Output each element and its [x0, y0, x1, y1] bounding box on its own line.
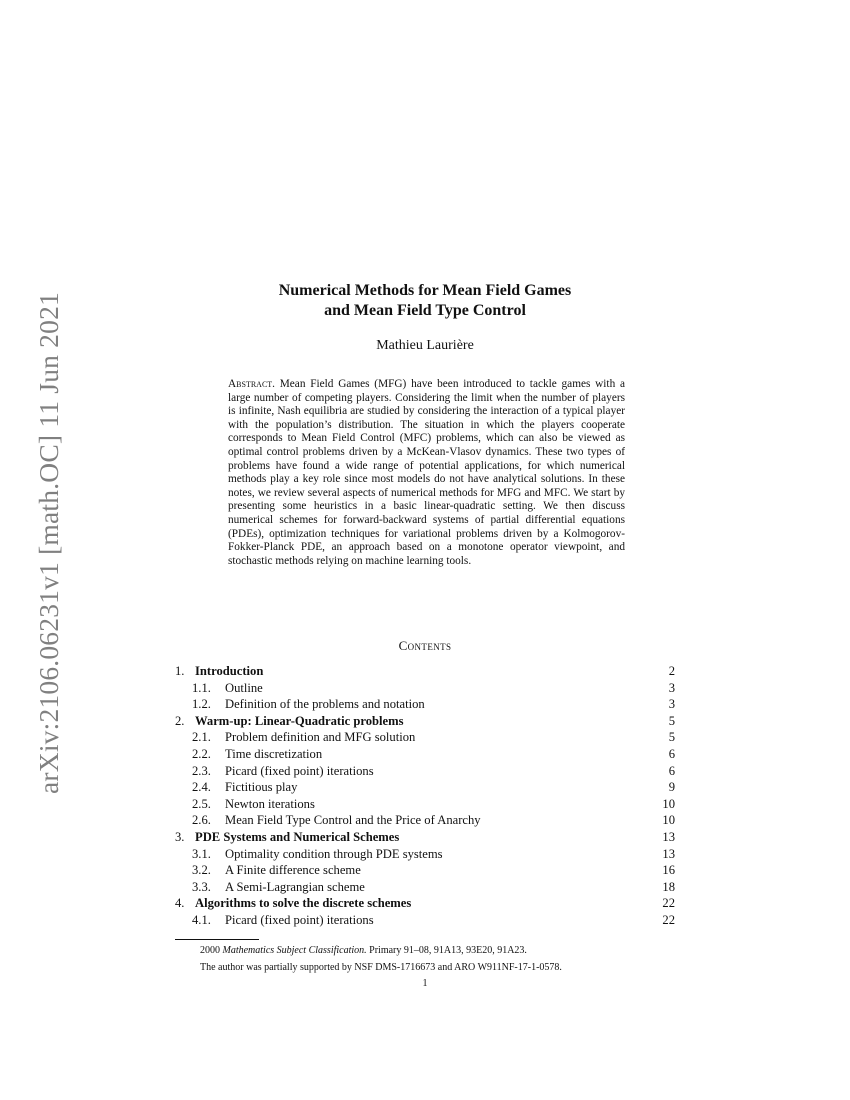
toc-entry-number: 3.1.: [192, 846, 211, 861]
abstract-text: Mean Field Games (MFG) have been introduced to tackle games with a large number of competing players. Considering the limit when the number of players is infinite, Nash equilibria are studied by considering the interaction of a typical player with the population’s distribution. The situation in which the players cooperate corresponds to Mean Field Control (MFC) problems, which can also be viewed as optimal control problems driven by a McKean-Vlasov dynamics. These two types of problems have found a wide range of potential applications, for which numerical methods play a key role since most models do not have analytical solutions. In these notes, we review several aspects of numerical methods for MFG and MFC. We start by presenting some heuristics in a basic linear-quadratic setting. We then discuss numerical schemes for forward-backward systems of partial differential equations (PDEs), optimization techniques for variational problems driven by a Kolmogorov-Fokker-Planck PDE, an approach based on a monotone operator viewpoint, and stochastic methods relying on machine learning tools.: [228, 378, 625, 567]
toc-entry[interactable]: [175, 696, 675, 713]
toc-entry-label: Mean Field Type Control and the Price of Anarchy: [225, 813, 481, 828]
toc-entry[interactable]: [175, 680, 675, 697]
title-line-1: Numerical Methods for Mean Field Games: [278, 282, 572, 299]
toc-entry-number: 2.2.: [192, 746, 211, 761]
toc-entry-label: Algorithms to solve the discrete schemes: [195, 896, 412, 911]
toc-entry-label: Optimality condition through PDE systems: [225, 846, 443, 861]
toc-entry-number: 4.1.: [192, 912, 211, 927]
toc-entry-text: [175, 895, 411, 912]
toc-entry-number: 1.1.: [192, 680, 211, 695]
arxiv-identifier: arXiv:2106.06231v1 [math.OC] 11 Jun 2021: [33, 292, 64, 794]
toc-entry-label: PDE Systems and Numerical Schemes: [195, 829, 400, 844]
title-line-2: and Mean Field Type Control: [324, 302, 526, 319]
toc-entry-label: Picard (fixed point) iterations: [225, 763, 374, 778]
toc-entry-text: [175, 796, 315, 813]
paper-title: [0, 281, 850, 321]
toc-entry-number: 2.: [175, 713, 185, 728]
toc-entry-page: 3: [668, 680, 675, 695]
toc-entry-number: 2.5.: [192, 796, 211, 811]
abstract-label: Abstract.: [228, 378, 275, 390]
page-number: 1: [422, 978, 428, 989]
toc-entry-page: 5: [668, 730, 675, 745]
toc-entry-label: A Semi-Lagrangian scheme: [225, 879, 365, 894]
toc-entry-page: 13: [662, 829, 675, 844]
toc-entry-page: 18: [662, 879, 675, 894]
toc-entry-label: Picard (fixed point) iterations: [225, 912, 374, 927]
msc-label: Mathematics Subject Classification.: [222, 945, 367, 956]
toc-entry[interactable]: [175, 846, 675, 863]
toc-entry[interactable]: [175, 763, 675, 780]
toc-entry-text: [175, 746, 322, 763]
toc-entry-label: Introduction: [195, 664, 264, 678]
toc-entry-label: Definition of the problems and notation: [225, 697, 425, 712]
toc-entry-page: 3: [668, 697, 675, 712]
toc-entry-number: 2.6.: [192, 813, 211, 828]
toc-entry-text: [175, 846, 443, 863]
abstract: [228, 378, 625, 568]
toc-entry-page: 2: [668, 664, 675, 678]
toc-entry-text: [175, 680, 263, 697]
toc-entry[interactable]: [175, 862, 675, 879]
toc-entry-page: 13: [662, 846, 675, 861]
toc-entry-label: Time discretization: [225, 746, 323, 761]
contents-heading: Contents: [398, 638, 452, 653]
toc-entry-label: Warm-up: Linear-Quadratic problems: [195, 713, 404, 728]
toc-entry-page: 10: [662, 796, 675, 811]
toc-entry[interactable]: [175, 746, 675, 763]
toc-entry[interactable]: [175, 829, 675, 846]
toc-entry-number: 2.1.: [192, 730, 211, 745]
toc-entry-text: [175, 879, 365, 896]
toc-entry[interactable]: [175, 663, 675, 680]
toc-entry-page: 22: [662, 912, 675, 927]
toc-entry-text: [175, 779, 297, 796]
toc-entry-label: Fictitious play: [225, 780, 298, 795]
msc-codes: Primary 91–08, 91A13, 93E20, 91A23.: [369, 945, 527, 956]
toc-entry-number: 3.: [175, 829, 185, 844]
toc-entry-page: 22: [662, 896, 675, 911]
msc-year: 2000: [200, 945, 220, 956]
toc-entry-text: [175, 862, 361, 879]
toc-entry-text: [175, 912, 374, 929]
toc-entry-number: 1.: [175, 664, 185, 678]
toc-entry-page: 6: [668, 763, 675, 778]
toc-entry-text: [175, 812, 481, 829]
toc-entry-page: 6: [668, 746, 675, 761]
toc-entry[interactable]: [175, 895, 675, 912]
toc-entry-text: [175, 713, 404, 730]
toc-entry[interactable]: [175, 812, 675, 829]
toc-entry-number: 4.: [175, 896, 185, 911]
footnote-support: The author was partially supported by NSF DMS-1716673 and ARO W911NF-17-1-0578.: [200, 962, 562, 973]
toc-entry-page: 5: [668, 713, 675, 728]
toc-entry-text: [175, 729, 415, 746]
toc-entry-text: [175, 663, 263, 680]
author-name: Mathieu Laurière: [376, 338, 474, 353]
toc-entry-page: 16: [662, 863, 675, 878]
toc-entry[interactable]: [175, 713, 675, 730]
toc-entry-label: Newton iterations: [225, 796, 315, 811]
footnote-msc: [200, 944, 700, 957]
table-of-contents: [175, 663, 675, 929]
toc-entry-text: [175, 763, 374, 780]
toc-entry-text: [175, 696, 425, 713]
toc-entry-number: 2.3.: [192, 763, 211, 778]
toc-entry-label: Outline: [225, 680, 263, 695]
toc-entry-number: 1.2.: [192, 697, 211, 712]
toc-entry-label: A Finite difference scheme: [225, 863, 361, 878]
toc-entry-text: [175, 829, 399, 846]
toc-entry-number: 3.3.: [192, 879, 211, 894]
toc-entry-label: Problem definition and MFG solution: [225, 730, 416, 745]
footnote-rule: [175, 939, 259, 940]
toc-entry[interactable]: [175, 729, 675, 746]
toc-entry-page: 9: [668, 780, 675, 795]
toc-entry-page: 10: [662, 813, 675, 828]
toc-entry[interactable]: [175, 779, 675, 796]
toc-entry-number: 3.2.: [192, 863, 211, 878]
toc-entry[interactable]: [175, 879, 675, 896]
toc-entry[interactable]: [175, 796, 675, 813]
toc-entry[interactable]: [175, 912, 675, 929]
toc-entry-number: 2.4.: [192, 780, 211, 795]
